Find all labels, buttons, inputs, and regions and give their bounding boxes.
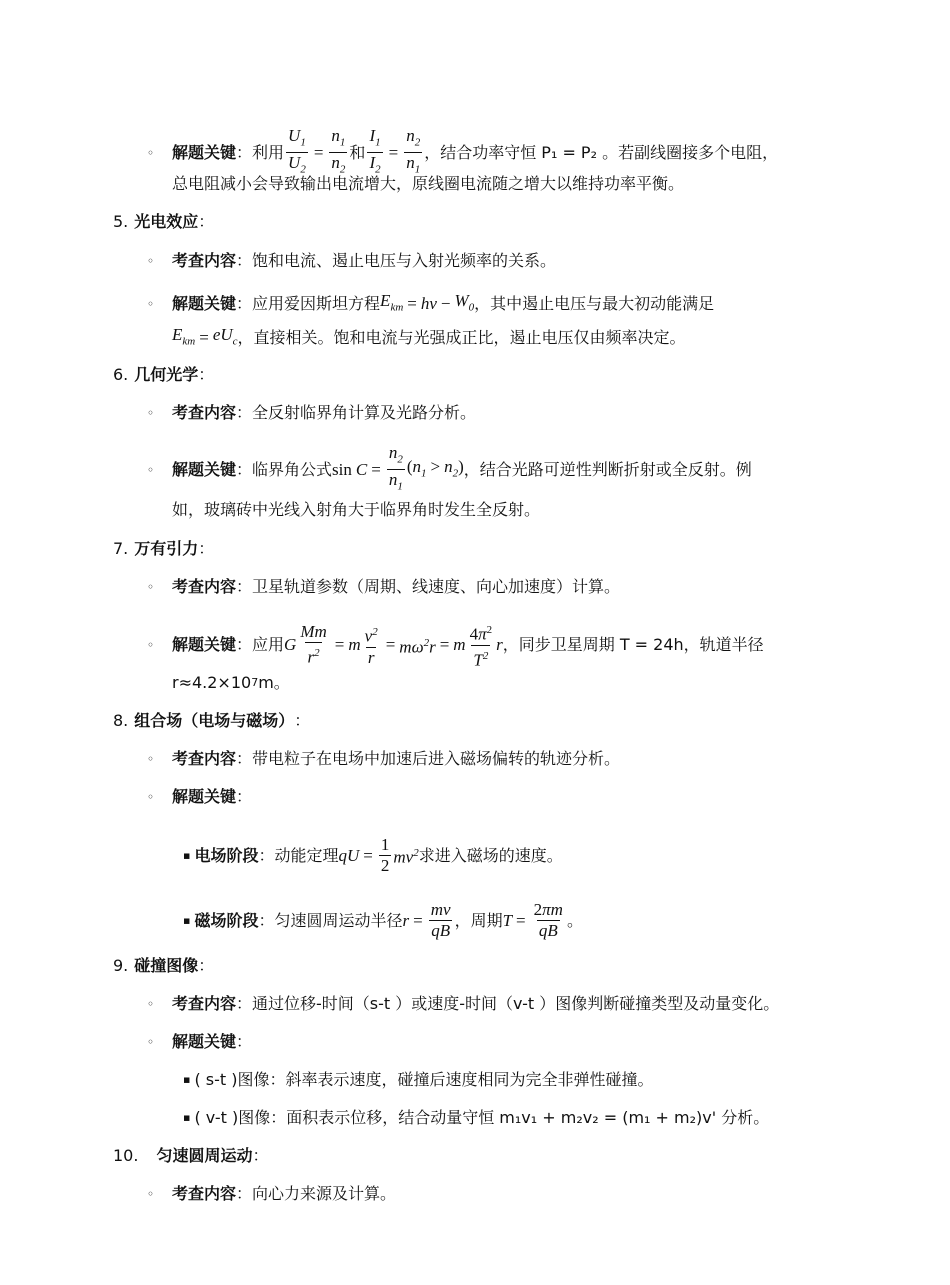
formula-critical-angle: sin C = $\frac{n_2}{n_1}$ $(n_1 > n_2)$ xyxy=(332,443,464,497)
square-bullet-icon: ▪ xyxy=(183,913,191,927)
section-5-key-line-2: $E_{km}$ = $eU_c$ ，直接相关。饱和电流与光强成正比，遏止电压仅由频率决定。 xyxy=(172,323,686,353)
section-7-content: ◦ 考查内容 ： 卫星轨道参数（周期、线速度、向心加速度）计算。 xyxy=(147,575,620,599)
section-7-key: ◦ 解题关键 ： 应用 G $\frac{Mm}{r^2}$ = m $\frac{v^2}{r}$ = $m\omega^2r$ = m $\frac{4\pi^2}{T^2}$ r ，同步卫星周期 T = 24h，轨道半径 xyxy=(147,620,764,670)
formula-gravitation: G $\frac{Mm}{r^2}$ = m $\frac{v^2}{r}$ = $m\omega^2r$ = m $\frac{4\pi^2}{T^2}$ r xyxy=(284,622,503,670)
section-10-content: ◦ 考查内容 ： 向心力来源及计算。 xyxy=(147,1182,396,1206)
section-9-sub-vt: ▪ ( v-t )图像：面积表示位移，结合动量守恒 m₁v₁ + m₂v₂ = (m₁ + m₂)v' 分析。 xyxy=(183,1106,769,1130)
hollow-bullet-icon: ◦ xyxy=(147,145,155,160)
hollow-bullet-icon: ◦ xyxy=(147,406,155,420)
hollow-bullet-icon: ◦ xyxy=(147,462,155,477)
section-7-key-line-2: r≈4.2×10 7 m。 xyxy=(172,673,290,692)
section-9-content: ◦ 考查内容 ： 通过位移-时间（s-t ）或速度-时间（v-t ）图像判断碰撞类型及动量变化。 xyxy=(147,992,779,1016)
section-8-content: ◦ 考查内容 ： 带电粒子在电场中加速后进入磁场偏转的轨迹分析。 xyxy=(147,747,620,771)
section-10-heading: 10. 匀速圆周运动 ： xyxy=(113,1146,269,1165)
hollow-bullet-icon: ◦ xyxy=(147,752,155,766)
formula-current-ratio: $\frac{I_1}{I_2}$ = $\frac{n_2}{n_1}$ xyxy=(365,126,424,180)
section-8-sub-electric: ▪ 电场阶段 ： 动能定理 qU = $\frac{1}{2}$ $mv^2$ 求进入磁场的速度。 xyxy=(183,835,563,875)
formula-radius: r = $\frac{mv}{qB}$ xyxy=(402,900,451,940)
section-6-key: ◦ 解题关键 ： 临界角公式 sin C = $\frac{n_2}{n_1}$ $(n_1 > n_2)$ ，结合光路可逆性判断折射或全反射。例 xyxy=(147,443,752,497)
formula-voltage-ratio: $\frac{U_1}{U_2}$ = $\frac{n_1}{n_2}$ xyxy=(284,126,349,180)
section-6-content: ◦ 考查内容 ： 全反射临界角计算及光路分析。 xyxy=(147,401,476,425)
formula-stopping-voltage: $E_{km}$ = $eU_c$ xyxy=(172,325,238,348)
section-9-heading: 9. 碰撞图像 ： xyxy=(113,956,215,975)
square-bullet-icon: ▪ xyxy=(183,848,191,862)
section-7-heading: 7. 万有引力 ： xyxy=(113,539,215,558)
square-bullet-icon: ▪ xyxy=(183,1111,191,1124)
section-8-key: ◦ 解题关键 ： xyxy=(147,785,252,809)
hollow-bullet-icon: ◦ xyxy=(147,790,155,804)
hollow-bullet-icon: ◦ xyxy=(147,997,155,1011)
section-6-key-line-2: 如，玻璃砖中光线入射角大于临界角时发生全反射。 xyxy=(172,500,541,519)
section-6-heading: 6. 几何光学 ： xyxy=(113,365,215,384)
bullet-item-key-4: ◦ 解题关键 ： 利用 $\frac{U_1}{U_2}$ = $\frac{n_1}{n_2}$ 和 $\frac{I_1}{I_2}$ = $\frac{n_2}{n_1}$ ，结合功率守恒 P₁ = P₂ 。若副线圈接多个电阻， xyxy=(147,126,778,180)
formula-kinetic-energy: qU = $\frac{1}{2}$ $mv^2$ xyxy=(338,835,419,875)
section-5-content: ◦ 考查内容 ： 饱和电流、遏止电压与入射光频率的关系。 xyxy=(147,249,556,273)
hollow-bullet-icon: ◦ xyxy=(147,580,155,594)
key-line-2: 总电阻减小会导致输出电流增大，原线圈电流随之增大以维持功率平衡。 xyxy=(172,174,685,193)
key-label: 解题关键 xyxy=(172,142,237,162)
formula-period: T = $\frac{2\pi m}{qB}$ xyxy=(502,900,563,940)
section-9-key: ◦ 解题关键 ： xyxy=(147,1030,252,1054)
section-5-key: ◦ 解题关键 ： 应用爱因斯坦方程 $E_{km}$ = hv − $W_0$ ，其中遏止电压与最大初动能满足 xyxy=(147,289,714,319)
hollow-bullet-icon: ◦ xyxy=(147,1187,155,1201)
hollow-bullet-icon: ◦ xyxy=(147,638,155,653)
section-5-heading: 5. 光电效应 ： xyxy=(113,212,215,231)
formula-einstein: $E_{km}$ = hv − $W_0$ xyxy=(380,291,475,314)
section-8-sub-magnetic: ▪ 磁场阶段 ： 匀速圆周运动半径 r = $\frac{mv}{qB}$ ，周期 T = $\frac{2\pi m}{qB}$ 。 xyxy=(183,900,583,940)
section-8-heading: 8. 组合场（电场与磁场） ： xyxy=(113,711,311,730)
hollow-bullet-icon: ◦ xyxy=(147,297,155,312)
hollow-bullet-icon: ◦ xyxy=(147,254,155,268)
square-bullet-icon: ▪ xyxy=(183,1073,191,1086)
section-9-sub-st: ▪ ( s-t )图像：斜率表示速度，碰撞后速度相同为完全非弹性碰撞。 xyxy=(183,1068,654,1092)
hollow-bullet-icon: ◦ xyxy=(147,1035,155,1049)
